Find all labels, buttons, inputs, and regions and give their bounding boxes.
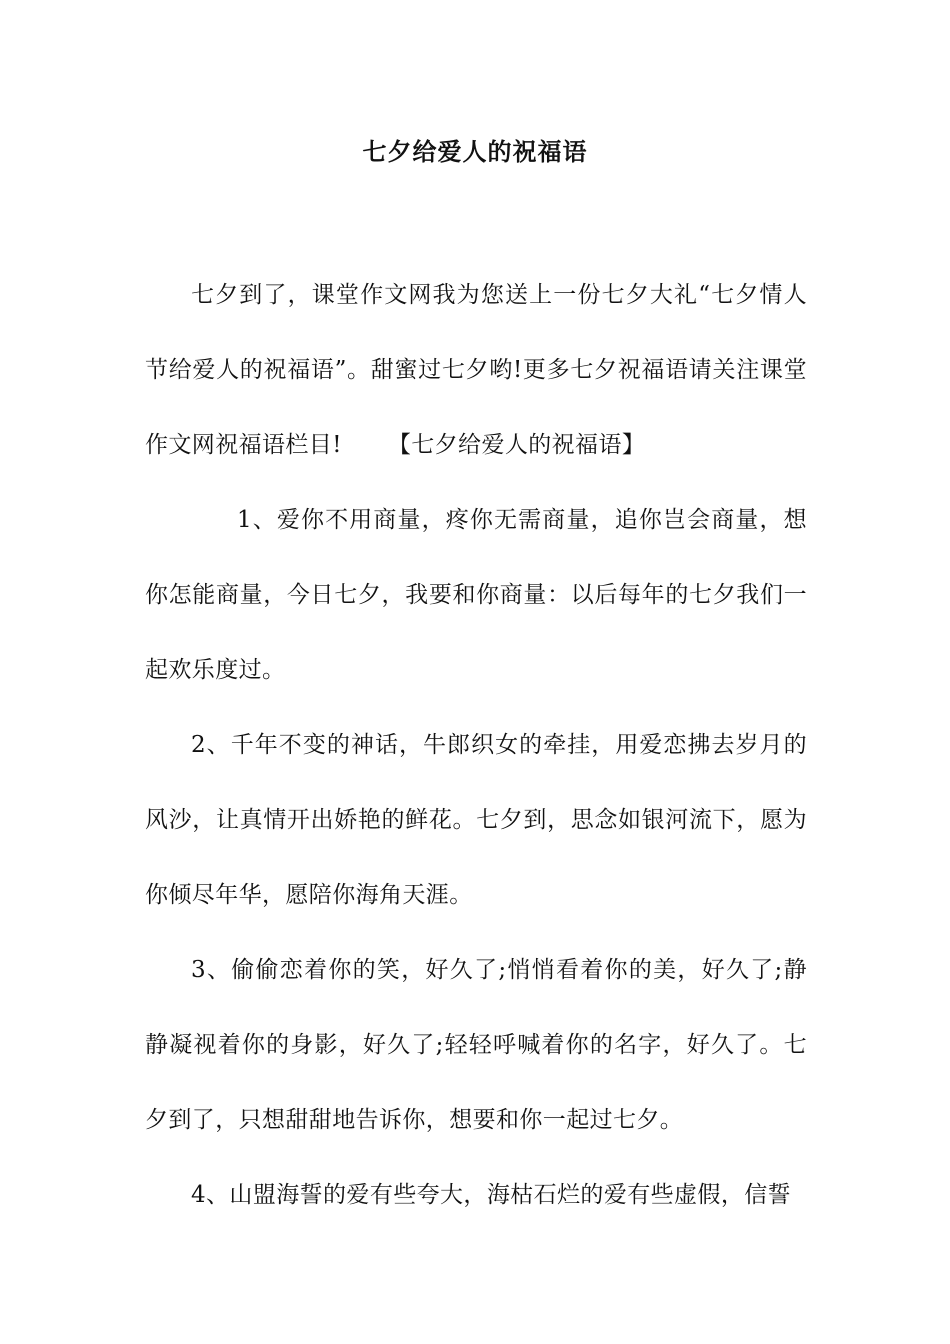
document-body xyxy=(145,258,807,1233)
blessing-paragraph-4: 4、山盟海誓的爱有些夸大，海枯石烂的爱有些虚假，信誓 xyxy=(191,1182,792,1208)
intro-paragraph xyxy=(145,258,807,483)
intro-heading: 【七夕给爱人的祝福语】 xyxy=(387,432,646,458)
blessing-paragraph-2: 2、千年不变的神话，牛郎织女的牵挂，用爱恋拂去岁月的风沙，让真情开出娇艳的鲜花。七夕到，思念如银河流下，愿为你倾尽年华，愿陪你海角天涯。 xyxy=(145,732,807,908)
blessing-paragraph-3: 3、偷偷恋着你的笑，好久了;悄悄看着你的美，好久了;静静凝视着你的身影，好久了;轻轻呼喊着你的名字，好久了。七夕到了，只想甜甜地告诉你，想要和你一起过七夕。 xyxy=(145,957,807,1133)
blessing-paragraph-1: 1、爱你不用商量，疼你无需商量，追你岂会商量，想你怎能商量，今日七夕，我要和你商量：以后每年的七夕我们一起欢乐度过。 xyxy=(145,507,807,683)
document-title: 七夕给爱人的祝福语 xyxy=(362,137,588,166)
intro-text: 七夕到了，课堂作文网我为您送上一份七夕大礼“七夕情人节给爱人的祝福语”。甜蜜过七夕哟!更多七夕祝福语请关注课堂作文网祝福语栏目! xyxy=(145,282,807,458)
